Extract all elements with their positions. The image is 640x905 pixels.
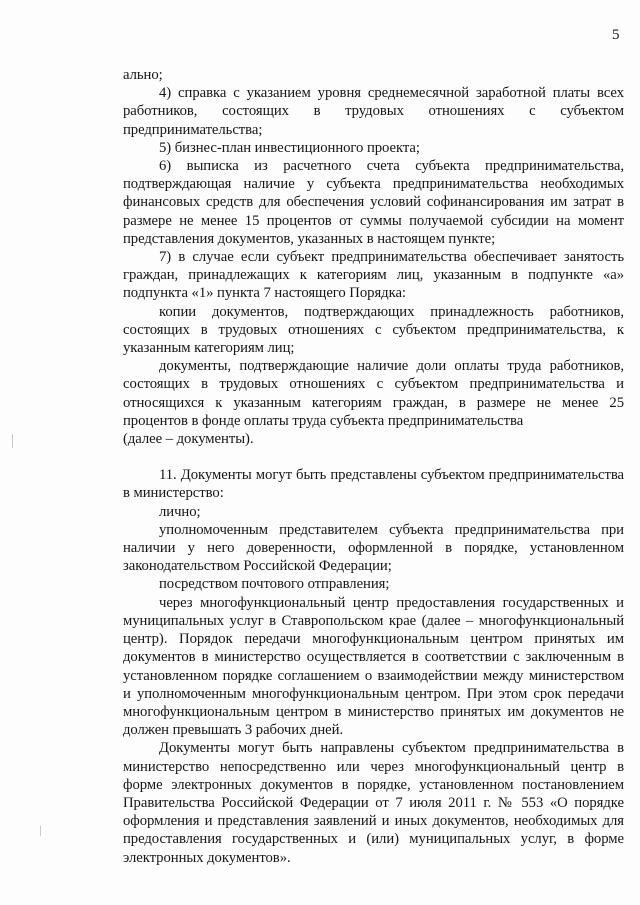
scan-artifact-mark: [40, 826, 41, 836]
scan-artifact-mark: [12, 434, 13, 448]
paragraph-postal: посредством почтового отправления;: [159, 576, 390, 593]
paragraph-item-7-copies: копии документов, подтверждающих принадлежность работников, состоящих в трудовых отношениях с субъектом предпринимательства, к указанным категориям лиц;: [123, 303, 624, 357]
paragraph-item-7-documents: документы, подтверждающие наличие доли оплаты труда работников, состоящих в трудовых отношениях с субъектом предпринимательства и относящихся к указанным категориям граждан, в размере не менее 25 процентов в фонде оплаты труда субъекта предпринимательства: [123, 358, 624, 429]
paragraph-definition: (далее – документы).: [123, 431, 254, 448]
paragraph-item-5: 5) бизнес-план инвестиционного проекта;: [159, 139, 420, 156]
paragraph-representative: уполномоченным представителем субъекта предпринимательства при наличии у него доверенности, оформленной в порядке, установленном законодательством Российской Федерации;: [123, 521, 624, 575]
document-body: [123, 66, 624, 867]
paragraph-clause-11: 11. Документы могут быть представлены субъектом предпринимательства в министерство:: [123, 467, 624, 502]
page-number: 5: [612, 27, 620, 43]
paragraph-mfc: через многофункциональный центр предоставления государственных и муниципальных услуг в Ставропольском крае (далее – многофункциональный центр). Порядок передачи многофункциональным центром принятых им документов в министерство осуществляется в соответствии с заключенным в установленном порядке соглашением о взаимодействии между министерством и уполномоченным многофункциональным центром. При этом срок передачи многофункциональным центром в министерство принятых им документов не должен превышать 3 рабочих дней.: [123, 594, 624, 739]
paragraph-in-person: лично;: [159, 503, 201, 520]
paragraph-item-7: 7) в случае если субъект предпринимательства обеспечивает занятость граждан, принадлежащих к категориям лиц, указанным в подпункте «а» подпункта «1» пункта 7 настоящего Порядка:: [123, 249, 624, 302]
paragraph-continuation: ально;: [123, 67, 163, 83]
paragraph-item-4: 4) справка с указанием уровня среднемесячной заработной платы всех работников, состоящих в трудовых отношениях с субъектом предпринимательства;: [123, 85, 624, 138]
paragraph-electronic: Документы могут быть направлены субъектом предпринимательства в министерство непосредственно или через многофункциональный центр в форме электронных документов в порядке, установленном постановлением Правительства Российской Федерации от 7 июля 2011 г. № 553 «О порядке оформления и представления заявлений и иных документов, необходимых для предоставления государственных и (или) муниципальных услуг, в форме электронных документов».: [123, 740, 624, 866]
paragraph-item-6: 6) выписка из расчетного счета субъекта предпринимательства, подтверждающая наличие у субъекта предпринимательства необходимых финансовых средств для обеспечения условий софинансирования им затрат в размере не менее 15 процентов от суммы получаемой субсидии на момент представления документов, указанных в настоящем пункте;: [123, 158, 624, 247]
